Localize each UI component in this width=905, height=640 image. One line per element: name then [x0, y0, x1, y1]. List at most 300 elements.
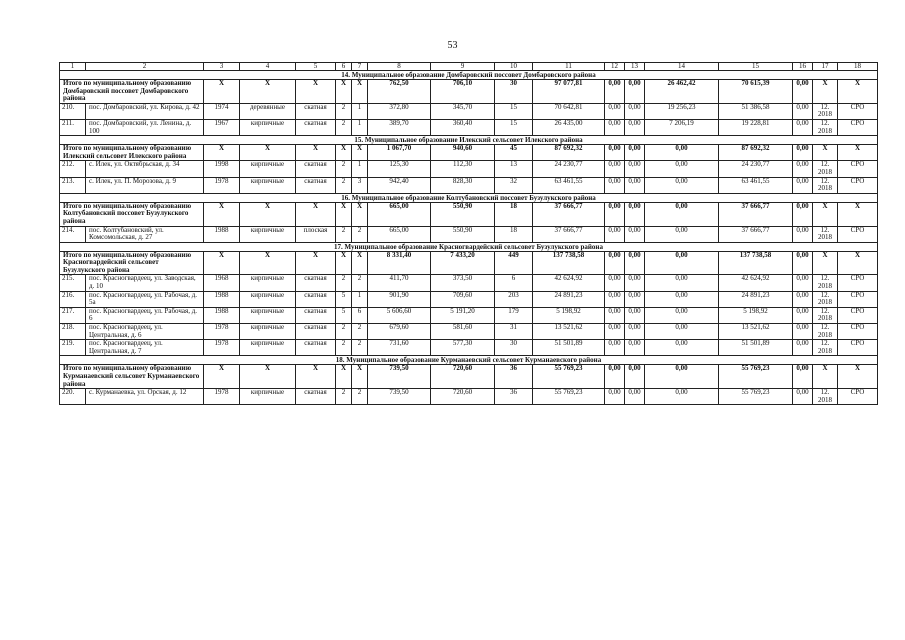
row-cell: кирпичные: [240, 291, 296, 307]
row-cell: 828,30: [431, 177, 495, 193]
row-cell: 12. 2018: [813, 291, 838, 307]
row-cell: 12. 2018: [813, 103, 838, 119]
row-cell: 2: [336, 340, 352, 356]
row-cell: 42 624,92: [719, 275, 793, 291]
total-cell: X: [838, 202, 878, 226]
row-cell: 63 461,55: [719, 177, 793, 193]
row-address: с. Курманаевка, ул. Орская, д. 12: [86, 389, 204, 405]
column-number: 12: [605, 63, 625, 71]
row-cell: 1978: [204, 340, 240, 356]
row-cell: 12. 2018: [813, 226, 838, 242]
row-cell: 2: [336, 103, 352, 119]
row-cell: скатная: [296, 103, 336, 119]
row-cell: 0,00: [645, 226, 719, 242]
total-cell: 0,00: [793, 365, 813, 389]
total-cell: 18: [495, 202, 533, 226]
section-title-row: [60, 356, 878, 365]
row-cell: 0,00: [793, 226, 813, 242]
row-cell: скатная: [296, 275, 336, 291]
column-number: 9: [431, 63, 495, 71]
row-cell: 2: [352, 389, 368, 405]
total-cell: X: [240, 365, 296, 389]
row-cell: 5 191,20: [431, 307, 495, 323]
total-cell: X: [813, 80, 838, 104]
total-cell: 97 077,81: [533, 80, 605, 104]
total-label: Итого по муниципальному образованию Илекский сельсовет Илекского района: [60, 145, 204, 161]
row-cell: 12. 2018: [813, 119, 838, 135]
row-cell: 24 230,77: [719, 161, 793, 177]
row-cell: кирпичные: [240, 324, 296, 340]
column-number-row: [60, 63, 878, 71]
table-row: [60, 307, 878, 323]
column-number: 5: [296, 63, 336, 71]
row-cell: кирпичные: [240, 389, 296, 405]
column-number: 13: [625, 63, 645, 71]
total-cell: 0,00: [625, 202, 645, 226]
total-cell: 739,50: [368, 365, 431, 389]
table-row: [60, 324, 878, 340]
row-cell: 0,00: [793, 389, 813, 405]
row-cell: 0,00: [605, 275, 625, 291]
total-cell: 87 692,32: [533, 145, 605, 161]
total-cell: X: [838, 80, 878, 104]
row-cell: 372,80: [368, 103, 431, 119]
row-cell: 411,70: [368, 275, 431, 291]
total-label: Итого по муниципальному образованию Курманаевский сельсовет Курманаевского района: [60, 365, 204, 389]
total-cell: 36: [495, 365, 533, 389]
row-cell: 5 198,92: [533, 307, 605, 323]
row-cell: 24 891,23: [533, 291, 605, 307]
row-cell: скатная: [296, 307, 336, 323]
row-cell: СРО: [838, 340, 878, 356]
total-cell: 0,00: [625, 365, 645, 389]
row-cell: СРО: [838, 103, 878, 119]
row-address: пос. Красногвардеец, ул. Центральная, д. 6: [86, 324, 204, 340]
row-cell: 2: [336, 177, 352, 193]
section-total-row: [60, 365, 878, 389]
row-address: пос. Красногвардеец, ул. Заводская, д. 10: [86, 275, 204, 291]
row-address: пос. Домбаровский, ул. Ленина, д. 100: [86, 119, 204, 135]
row-cell: 24 891,23: [719, 291, 793, 307]
total-cell: X: [352, 251, 368, 275]
total-label: Итого по муниципальному образованию Красногвардейский сельсовет Бузулукского района: [60, 251, 204, 275]
total-cell: 940,60: [431, 145, 495, 161]
row-cell: плоская: [296, 226, 336, 242]
row-cell: 0,00: [625, 103, 645, 119]
total-cell: X: [336, 80, 352, 104]
row-cell: 6: [495, 275, 533, 291]
row-cell: СРО: [838, 307, 878, 323]
total-cell: 0,00: [645, 202, 719, 226]
row-cell: СРО: [838, 324, 878, 340]
row-cell: 0,00: [605, 291, 625, 307]
row-cell: 1998: [204, 161, 240, 177]
table-body: [60, 63, 878, 405]
total-cell: 87 692,32: [719, 145, 793, 161]
row-address: пос. Красногвардеец, ул. Рабочая, д. 5а: [86, 291, 204, 307]
row-cell: 13 521,62: [533, 324, 605, 340]
table-row: [60, 389, 878, 405]
row-cell: СРО: [838, 291, 878, 307]
total-cell: X: [296, 145, 336, 161]
row-cell: 12. 2018: [813, 177, 838, 193]
row-cell: кирпичные: [240, 119, 296, 135]
page-number: 53: [447, 40, 458, 51]
total-cell: 0,00: [605, 145, 625, 161]
column-number: 18: [838, 63, 878, 71]
total-cell: X: [838, 145, 878, 161]
row-number: 219.: [60, 340, 86, 356]
row-cell: 1: [352, 291, 368, 307]
row-cell: 1978: [204, 389, 240, 405]
row-cell: 1: [352, 161, 368, 177]
total-cell: X: [296, 202, 336, 226]
row-cell: 0,00: [605, 307, 625, 323]
column-number: 14: [645, 63, 719, 71]
total-cell: 0,00: [605, 365, 625, 389]
row-cell: 0,00: [605, 340, 625, 356]
row-cell: 70 642,81: [533, 103, 605, 119]
row-cell: скатная: [296, 177, 336, 193]
table-row: [60, 161, 878, 177]
row-cell: 1988: [204, 226, 240, 242]
row-cell: 51 501,89: [533, 340, 605, 356]
section-title-row: [60, 242, 878, 251]
total-cell: 0,00: [605, 80, 625, 104]
row-cell: кирпичные: [240, 177, 296, 193]
row-cell: 12. 2018: [813, 275, 838, 291]
row-cell: 12. 2018: [813, 340, 838, 356]
row-cell: 0,00: [793, 291, 813, 307]
table-row: [60, 119, 878, 135]
total-cell: 665,00: [368, 202, 431, 226]
row-cell: 5 198,92: [719, 307, 793, 323]
row-cell: 942,40: [368, 177, 431, 193]
total-cell: 0,00: [645, 365, 719, 389]
row-cell: 0,00: [645, 291, 719, 307]
total-cell: X: [813, 202, 838, 226]
row-cell: 0,00: [793, 340, 813, 356]
row-cell: 0,00: [605, 177, 625, 193]
row-cell: 37 666,77: [719, 226, 793, 242]
section-title: 17. Муниципальное образование Красногвардейский сельсовет Бузулукского района: [60, 242, 878, 251]
row-cell: 0,00: [605, 389, 625, 405]
row-cell: 739,50: [368, 389, 431, 405]
row-cell: 24 230,77: [533, 161, 605, 177]
total-cell: 55 769,23: [719, 365, 793, 389]
row-cell: 2: [336, 226, 352, 242]
row-cell: 2: [336, 161, 352, 177]
row-cell: 2: [352, 275, 368, 291]
total-cell: X: [296, 365, 336, 389]
row-number: 213.: [60, 177, 86, 193]
row-cell: 36: [495, 389, 533, 405]
row-cell: 42 624,92: [533, 275, 605, 291]
row-cell: 19 228,81: [719, 119, 793, 135]
row-cell: СРО: [838, 389, 878, 405]
table-row: [60, 226, 878, 242]
total-cell: X: [336, 251, 352, 275]
total-cell: X: [352, 80, 368, 104]
row-cell: 0,00: [793, 177, 813, 193]
total-cell: 706,10: [431, 80, 495, 104]
row-cell: 31: [495, 324, 533, 340]
row-cell: 1967: [204, 119, 240, 135]
row-cell: 2: [336, 275, 352, 291]
table-row: [60, 177, 878, 193]
total-cell: 0,00: [625, 251, 645, 275]
row-cell: 112,30: [431, 161, 495, 177]
row-cell: 55 769,23: [533, 389, 605, 405]
row-cell: скатная: [296, 161, 336, 177]
section-title-row: [60, 71, 878, 80]
table-row: [60, 275, 878, 291]
row-cell: СРО: [838, 161, 878, 177]
row-cell: 0,00: [645, 275, 719, 291]
column-number: 3: [204, 63, 240, 71]
total-cell: 7 433,20: [431, 251, 495, 275]
row-cell: 2: [352, 226, 368, 242]
row-cell: 26 435,00: [533, 119, 605, 135]
row-cell: 32: [495, 177, 533, 193]
total-cell: 0,00: [605, 202, 625, 226]
total-cell: 55 769,23: [533, 365, 605, 389]
row-cell: 0,00: [793, 161, 813, 177]
row-cell: 1974: [204, 103, 240, 119]
total-cell: X: [296, 80, 336, 104]
row-cell: 0,00: [793, 307, 813, 323]
row-cell: 51 501,89: [719, 340, 793, 356]
row-cell: 389,70: [368, 119, 431, 135]
total-cell: X: [813, 251, 838, 275]
table-row: [60, 291, 878, 307]
total-cell: 0,00: [625, 80, 645, 104]
row-cell: 13 521,62: [719, 324, 793, 340]
section-total-row: [60, 202, 878, 226]
row-cell: 0,00: [793, 324, 813, 340]
row-cell: 63 461,55: [533, 177, 605, 193]
total-cell: 0,00: [793, 80, 813, 104]
row-cell: 2: [336, 119, 352, 135]
row-cell: скатная: [296, 291, 336, 307]
section-title: 14. Муниципальное образование Домбаровский поссовет Домбаровского района: [60, 71, 878, 80]
row-cell: скатная: [296, 324, 336, 340]
total-cell: 45: [495, 145, 533, 161]
row-cell: кирпичные: [240, 307, 296, 323]
total-cell: X: [240, 145, 296, 161]
row-cell: 12. 2018: [813, 307, 838, 323]
row-cell: 0,00: [605, 103, 625, 119]
total-cell: X: [296, 251, 336, 275]
row-cell: СРО: [838, 275, 878, 291]
row-cell: 1988: [204, 307, 240, 323]
row-cell: 1: [352, 119, 368, 135]
row-number: 217.: [60, 307, 86, 323]
row-cell: СРО: [838, 119, 878, 135]
row-cell: 15: [495, 119, 533, 135]
total-cell: 720,60: [431, 365, 495, 389]
total-label: Итого по муниципальному образованию Домбаровский поссовет Домбаровского района: [60, 80, 204, 104]
row-number: 216.: [60, 291, 86, 307]
column-number: 17: [813, 63, 838, 71]
column-number: 4: [240, 63, 296, 71]
row-cell: скатная: [296, 340, 336, 356]
row-cell: 19 256,23: [645, 103, 719, 119]
row-cell: СРО: [838, 226, 878, 242]
total-cell: 550,90: [431, 202, 495, 226]
row-cell: кирпичные: [240, 340, 296, 356]
row-cell: 0,00: [645, 324, 719, 340]
column-number: 2: [86, 63, 204, 71]
row-cell: 12. 2018: [813, 389, 838, 405]
row-cell: 373,50: [431, 275, 495, 291]
total-cell: 8 331,40: [368, 251, 431, 275]
row-cell: 1: [352, 103, 368, 119]
row-cell: 15: [495, 103, 533, 119]
table-row: [60, 103, 878, 119]
total-cell: X: [204, 80, 240, 104]
section-title: 16. Муниципальное образование Колтубановский поссовет Бузулукского района: [60, 193, 878, 202]
row-cell: 0,00: [625, 389, 645, 405]
row-cell: 7 206,19: [645, 119, 719, 135]
section-title: 18. Муниципальное образование Курманаевский сельсовет Курманаевского района: [60, 356, 878, 365]
row-cell: 12. 2018: [813, 324, 838, 340]
row-cell: 2: [352, 340, 368, 356]
total-label: Итого по муниципальному образованию Колтубановский поссовет Бузулукского района: [60, 202, 204, 226]
row-cell: 0,00: [625, 177, 645, 193]
column-number: 16: [793, 63, 813, 71]
total-cell: 1 067,70: [368, 145, 431, 161]
total-cell: X: [838, 365, 878, 389]
row-address: пос. Красногвардеец, ул. Центральная, д. 7: [86, 340, 204, 356]
row-cell: 720,60: [431, 389, 495, 405]
row-cell: 0,00: [625, 119, 645, 135]
column-number: 6: [336, 63, 352, 71]
row-cell: 12. 2018: [813, 161, 838, 177]
row-cell: 3: [352, 177, 368, 193]
row-cell: 731,60: [368, 340, 431, 356]
total-cell: X: [813, 145, 838, 161]
section-total-row: [60, 145, 878, 161]
row-number: 211.: [60, 119, 86, 135]
row-cell: 5: [336, 307, 352, 323]
total-cell: 0,00: [605, 251, 625, 275]
total-cell: 762,50: [368, 80, 431, 104]
column-number: 7: [352, 63, 368, 71]
row-cell: 0,00: [625, 291, 645, 307]
total-cell: 37 666,77: [533, 202, 605, 226]
row-cell: 37 666,77: [533, 226, 605, 242]
row-number: 215.: [60, 275, 86, 291]
row-address: с. Илек, ул. П. Морозова, д. 9: [86, 177, 204, 193]
row-cell: 2: [336, 324, 352, 340]
table-row: [60, 340, 878, 356]
total-cell: 0,00: [793, 202, 813, 226]
row-cell: 577,30: [431, 340, 495, 356]
row-cell: 0,00: [645, 161, 719, 177]
total-cell: 70 615,39: [719, 80, 793, 104]
total-cell: X: [204, 145, 240, 161]
row-address: пос. Домбаровский, ул. Кирова, д. 42: [86, 103, 204, 119]
row-cell: 0,00: [793, 103, 813, 119]
total-cell: X: [352, 202, 368, 226]
row-cell: 0,00: [793, 275, 813, 291]
row-cell: 2: [336, 389, 352, 405]
row-cell: 0,00: [645, 307, 719, 323]
total-cell: X: [240, 251, 296, 275]
total-cell: 137 738,58: [719, 251, 793, 275]
row-cell: 901,90: [368, 291, 431, 307]
row-cell: кирпичные: [240, 161, 296, 177]
total-cell: 449: [495, 251, 533, 275]
row-number: 210.: [60, 103, 86, 119]
row-cell: 5 606,60: [368, 307, 431, 323]
row-cell: 0,00: [625, 161, 645, 177]
total-cell: X: [352, 365, 368, 389]
row-cell: 5: [336, 291, 352, 307]
row-cell: кирпичные: [240, 226, 296, 242]
row-cell: СРО: [838, 177, 878, 193]
section-title-row: [60, 193, 878, 202]
row-cell: 203: [495, 291, 533, 307]
row-cell: 0,00: [605, 324, 625, 340]
total-cell: X: [336, 202, 352, 226]
row-cell: 0,00: [645, 177, 719, 193]
column-number: 8: [368, 63, 431, 71]
row-cell: 13: [495, 161, 533, 177]
row-cell: 1978: [204, 324, 240, 340]
row-cell: кирпичные: [240, 275, 296, 291]
row-number: 220.: [60, 389, 86, 405]
row-cell: 2: [352, 324, 368, 340]
total-cell: X: [240, 202, 296, 226]
row-address: с. Илек, ул. Октябрьская, д. 34: [86, 161, 204, 177]
total-cell: 0,00: [793, 145, 813, 161]
section-title: 15. Муниципальное образование Илекский сельсовет Илекского района: [60, 136, 878, 145]
row-number: 218.: [60, 324, 86, 340]
total-cell: X: [336, 145, 352, 161]
total-cell: X: [838, 251, 878, 275]
column-number: 10: [495, 63, 533, 71]
total-cell: X: [336, 365, 352, 389]
column-number: 15: [719, 63, 793, 71]
row-cell: скатная: [296, 119, 336, 135]
row-cell: 18: [495, 226, 533, 242]
total-cell: 0,00: [645, 251, 719, 275]
row-cell: 0,00: [645, 340, 719, 356]
section-title-row: [60, 136, 878, 145]
row-cell: 0,00: [605, 226, 625, 242]
row-number: 212.: [60, 161, 86, 177]
column-number: 1: [60, 63, 86, 71]
total-cell: X: [813, 365, 838, 389]
total-cell: X: [204, 365, 240, 389]
row-cell: 0,00: [625, 226, 645, 242]
row-cell: 679,60: [368, 324, 431, 340]
total-cell: 0,00: [793, 251, 813, 275]
total-cell: 26 462,42: [645, 80, 719, 104]
total-cell: X: [240, 80, 296, 104]
row-cell: 1978: [204, 177, 240, 193]
row-cell: 550,90: [431, 226, 495, 242]
row-cell: 360,40: [431, 119, 495, 135]
section-total-row: [60, 251, 878, 275]
total-cell: 30: [495, 80, 533, 104]
total-cell: 137 738,58: [533, 251, 605, 275]
row-cell: 665,00: [368, 226, 431, 242]
row-cell: 0,00: [793, 119, 813, 135]
row-cell: 125,30: [368, 161, 431, 177]
